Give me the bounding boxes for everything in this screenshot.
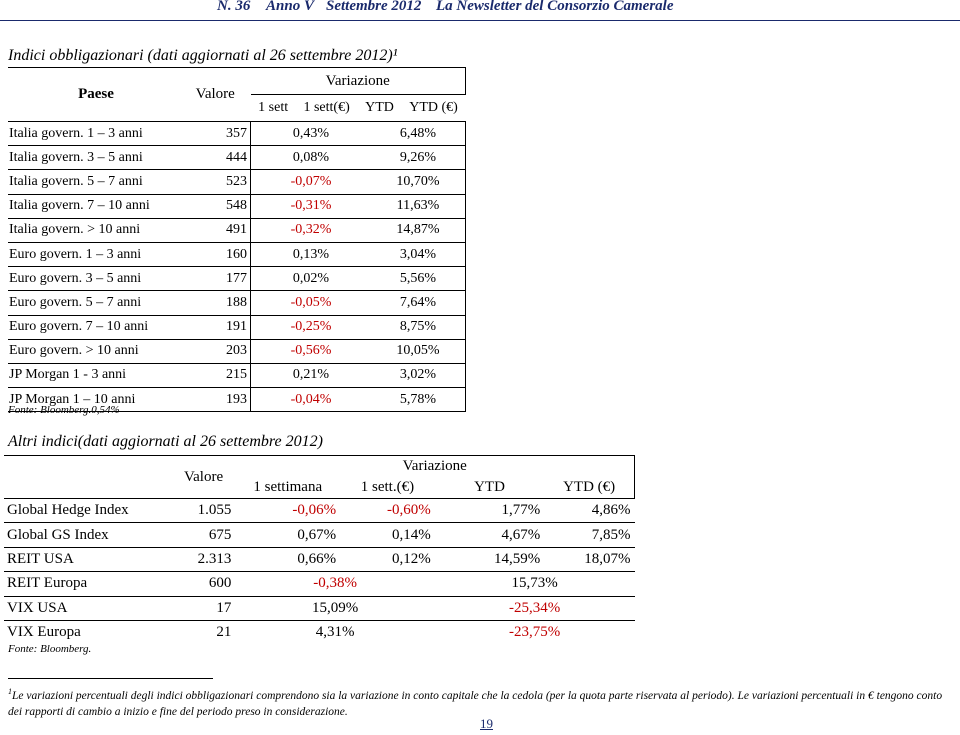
table-row [8, 218, 466, 242]
row-name: Global GS Index [4, 523, 172, 547]
row-var-ytd: 9,26% [371, 146, 466, 170]
row-valore: 17 [172, 596, 236, 620]
row-var-ytd: 14,59% [435, 547, 545, 571]
table-row [8, 267, 466, 291]
header-ytd-eur: YTD (€) [409, 100, 458, 115]
header-rule [0, 20, 960, 21]
row-var-sett: -0,07% [251, 170, 372, 194]
row-var-ytd: 3,04% [371, 242, 466, 266]
row-var-sett: 0,02% [251, 267, 372, 291]
row-name: REIT USA [4, 547, 172, 571]
table-row [8, 339, 466, 363]
row-valore: 160 [183, 242, 251, 266]
issue-number: N. 36 [217, 0, 251, 14]
table1-source: Fonte: Bloomberg.0,54% [8, 404, 120, 416]
row-name: Italia govern. > 10 anni [8, 218, 183, 242]
row-valore: 203 [183, 339, 251, 363]
page-header [0, 0, 960, 22]
row-var-settimana: 0,66% [235, 547, 340, 571]
row-var-sett: -0,56% [251, 339, 372, 363]
row-name: Euro govern. 5 – 7 anni [8, 291, 183, 315]
row-var-sett: -0,04% [251, 388, 372, 412]
row-valore: 523 [183, 170, 251, 194]
row-valore: 215 [183, 363, 251, 387]
row-valore: 491 [183, 218, 251, 242]
table-row [8, 194, 466, 218]
table-row [4, 523, 635, 547]
row-var-ytd: 14,87% [371, 218, 466, 242]
row-valore: 21 [172, 620, 236, 644]
row-name: Euro govern. 3 – 5 anni [8, 267, 183, 291]
header-valore: Valore [183, 68, 251, 122]
table-row [4, 596, 635, 620]
page-number: 19 [480, 716, 493, 731]
row-var-ytd: 7,64% [371, 291, 466, 315]
row-var-ytd: 8,75% [371, 315, 466, 339]
header2-ytd: YTD [474, 479, 505, 495]
table-row [4, 572, 635, 596]
row-var-sett: 0,21% [251, 363, 372, 387]
row-var-sett: 0,13% [251, 242, 372, 266]
row-var-ytd-eur: 18,07% [544, 547, 634, 571]
row-var-ytd: 15,73% [435, 572, 635, 596]
row-var-ytd: 1,77% [435, 499, 545, 523]
table2-title: Altri indici(dati aggiornati al 26 settembre 2012) [8, 433, 323, 450]
row-name: REIT Europa [4, 572, 172, 596]
row-var-ytd-eur: 4,86% [544, 499, 634, 523]
row-var-ytd: 5,78% [371, 388, 466, 412]
row-var-sett-eur: 0,14% [340, 523, 435, 547]
table-row [8, 122, 466, 146]
row-var-ytd: 3,02% [371, 363, 466, 387]
row-valore: 188 [183, 291, 251, 315]
row-valore: 357 [183, 122, 251, 146]
row-name: Italia govern. 7 – 10 anni [8, 194, 183, 218]
header2-1-sett-eur: 1 sett.(€) [360, 479, 415, 495]
table-row [4, 547, 635, 571]
row-var-settimana: 15,09% [235, 596, 434, 620]
issue-date: Settembre 2012 [326, 0, 422, 14]
table-row [8, 170, 466, 194]
row-var-settimana: -0,38% [235, 572, 434, 596]
row-name: Euro govern. > 10 anni [8, 339, 183, 363]
row-var-settimana: 0,67% [235, 523, 340, 547]
row-valore: 675 [172, 523, 236, 547]
header2-variazione: Variazione [235, 456, 634, 478]
row-name: Euro govern. 7 – 10 anni [8, 315, 183, 339]
table-row [8, 242, 466, 266]
header2-1-settimana: 1 settimana [253, 479, 323, 495]
row-name: Italia govern. 1 – 3 anni [8, 122, 183, 146]
row-var-ytd: 10,05% [371, 339, 466, 363]
header-1-sett-eur: 1 sett(€) [303, 100, 350, 115]
row-var-sett: 0,08% [251, 146, 372, 170]
table-row [8, 291, 466, 315]
header-ytd: YTD [365, 100, 394, 115]
table-row [4, 499, 635, 523]
row-name: VIX Europa [4, 620, 172, 644]
other-indices-table [4, 455, 635, 644]
row-name: VIX USA [4, 596, 172, 620]
footnote [8, 684, 958, 720]
row-valore: 600 [172, 572, 236, 596]
row-var-settimana: 4,31% [235, 620, 434, 644]
row-valore: 1.055 [172, 499, 236, 523]
bond-indices-table [8, 67, 466, 412]
row-var-ytd: 10,70% [371, 170, 466, 194]
row-var-ytd: 6,48% [371, 122, 466, 146]
table-row [8, 315, 466, 339]
newsletter-name: La Newsletter del Consorzio Camerale [436, 0, 674, 14]
table1-body [8, 122, 466, 412]
table-row [4, 620, 635, 644]
header2-ytd-eur: YTD (€) [544, 477, 634, 499]
row-valore: 548 [183, 194, 251, 218]
header-paese: Paese [8, 68, 183, 122]
row-name: JP Morgan 1 – 10 anni [8, 388, 183, 412]
row-name: Euro govern. 1 – 3 anni [8, 242, 183, 266]
row-var-settimana: -0,06% [235, 499, 340, 523]
header-1-sett: 1 sett [258, 100, 289, 115]
row-var-sett: 0,43% [251, 122, 372, 146]
row-var-sett-eur: -0,60% [340, 499, 435, 523]
footnote-text: Le variazioni percentuali degli indici obbligazionari comprendono sia la variazione in conto capitale che la cedola (per la quota parte riservata al periodo). Le variazioni percentuali in € tengono conto dei rapporti di cambio a inizio e fine del periodo preso in considerazione. [8, 689, 943, 718]
table-row [8, 363, 466, 387]
header2-valore: Valore [172, 456, 236, 499]
footnote-mark: 1 [8, 687, 12, 696]
row-var-ytd: 5,56% [371, 267, 466, 291]
row-var-ytd: -25,34% [435, 596, 635, 620]
header-variazione: Variazione [251, 68, 466, 95]
row-name: Italia govern. 3 – 5 anni [8, 146, 183, 170]
issue-year: Anno V [266, 0, 314, 14]
row-var-sett: -0,31% [251, 194, 372, 218]
table2-source: Fonte: Bloomberg. [8, 643, 92, 655]
row-var-sett: -0,32% [251, 218, 372, 242]
row-valore: 191 [183, 315, 251, 339]
row-valore: 177 [183, 267, 251, 291]
table1-title: Indici obbligazionari (dati aggiornati al 26 settembre 2012)¹ [8, 47, 398, 64]
row-valore: 444 [183, 146, 251, 170]
row-var-ytd: 11,63% [371, 194, 466, 218]
row-valore: 193 [183, 388, 251, 412]
row-var-ytd-eur: 7,85% [544, 523, 634, 547]
row-var-sett: -0,05% [251, 291, 372, 315]
row-name: Italia govern. 5 – 7 anni [8, 170, 183, 194]
row-name: Global Hedge Index [4, 499, 172, 523]
row-valore: 2.313 [172, 547, 236, 571]
row-var-ytd: 4,67% [435, 523, 545, 547]
table2-body [4, 499, 635, 645]
row-var-sett: -0,25% [251, 315, 372, 339]
table-row [8, 146, 466, 170]
row-var-sett-eur: 0,12% [340, 547, 435, 571]
row-name: JP Morgan 1 - 3 anni [8, 363, 183, 387]
row-var-ytd: -23,75% [435, 620, 635, 644]
footnote-rule [8, 678, 213, 679]
